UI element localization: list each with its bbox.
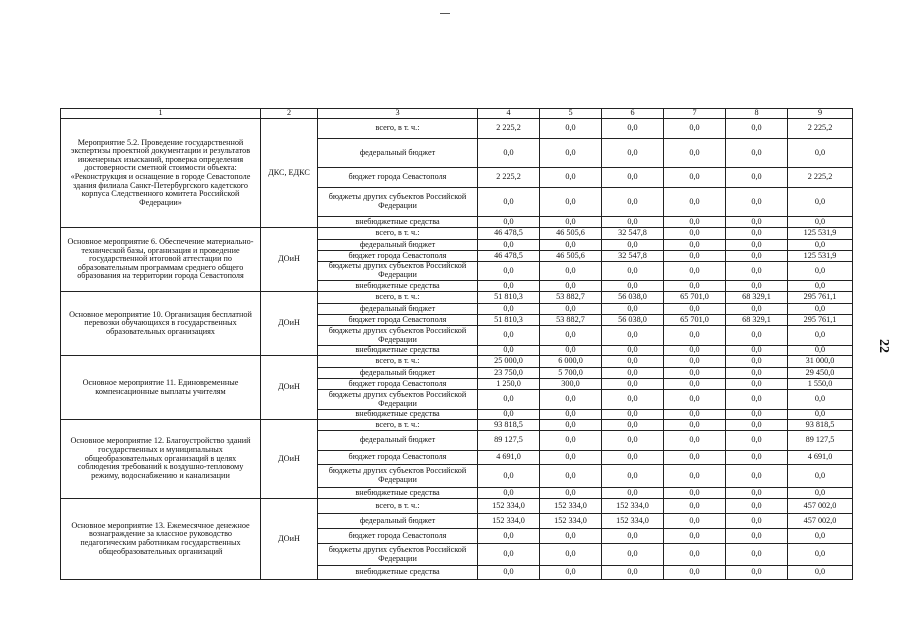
value-cell: 0,0 [540,544,602,566]
value-cell: 0,0 [540,431,602,451]
value-cell: 5 700,0 [540,368,602,379]
value-cell: 0,0 [602,488,664,499]
value-cell: 0,0 [602,262,664,281]
value-cell: 0,0 [540,139,602,168]
value-cell: 0,0 [478,566,540,580]
funding-source: всего, в т. ч.: [318,356,478,368]
table-row [61,499,853,514]
value-cell: 0,0 [602,529,664,544]
value-cell: 0,0 [478,304,540,315]
value-cell: 46 478,5 [478,228,540,240]
value-cell: 0,0 [664,499,726,514]
value-cell: 0,0 [726,566,788,580]
value-cell: 0,0 [602,304,664,315]
value-cell: 0,0 [664,240,726,251]
value-cell: 152 334,0 [602,514,664,529]
value-cell: 0,0 [788,346,853,356]
value-cell: 0,0 [788,390,853,410]
value-cell: 93 818,5 [788,420,853,431]
value-cell: 0,0 [540,262,602,281]
value-cell: 0,0 [664,188,726,217]
value-cell: 0,0 [664,514,726,529]
value-cell: 32 547,8 [602,251,664,262]
value-cell: 0,0 [540,304,602,315]
value-cell: 68 329,1 [726,315,788,326]
funding-source: федеральный бюджет [318,431,478,451]
funding-source: бюджеты других субъектов Российской Федерации [318,188,478,217]
value-cell: 51 810,3 [478,292,540,304]
value-cell: 0,0 [602,379,664,390]
value-cell: 0,0 [478,488,540,499]
value-cell: 65 701,0 [664,315,726,326]
value-cell: 2 225,2 [478,168,540,188]
value-cell: 56 038,0 [602,292,664,304]
value-cell: 0,0 [540,240,602,251]
funding-source: всего, в т. ч.: [318,292,478,304]
funding-source: внебюджетные средства [318,281,478,292]
value-cell: 0,0 [664,410,726,420]
value-cell: 300,0 [540,379,602,390]
funding-source: федеральный бюджет [318,240,478,251]
funding-source: бюджеты других субъектов Российской Федерации [318,326,478,346]
funding-source: бюджет города Севастополя [318,451,478,465]
value-cell: 152 334,0 [478,514,540,529]
funding-source: федеральный бюджет [318,368,478,379]
value-cell: 0,0 [540,420,602,431]
value-cell: 0,0 [540,217,602,228]
value-cell: 0,0 [602,390,664,410]
value-cell: 0,0 [664,217,726,228]
value-cell: 0,0 [788,139,853,168]
value-cell: 0,0 [478,281,540,292]
value-cell: 0,0 [788,410,853,420]
value-cell: 2 225,2 [788,119,853,139]
value-cell: 93 818,5 [478,420,540,431]
value-cell: 0,0 [664,346,726,356]
value-cell: 46 478,5 [478,251,540,262]
value-cell: 0,0 [664,251,726,262]
value-cell: 0,0 [540,188,602,217]
value-cell: 0,0 [664,304,726,315]
value-cell: 125 531,9 [788,228,853,240]
value-cell: 0,0 [726,544,788,566]
table-row [61,356,853,368]
value-cell: 0,0 [664,281,726,292]
value-cell: 0,0 [726,431,788,451]
funding-source: внебюджетные средства [318,410,478,420]
value-cell: 0,0 [726,188,788,217]
value-cell: 0,0 [540,488,602,499]
value-cell: 25 000,0 [478,356,540,368]
value-cell: 0,0 [540,465,602,488]
value-cell: 0,0 [602,451,664,465]
value-cell: 0,0 [478,262,540,281]
value-cell: 0,0 [478,217,540,228]
value-cell: 0,0 [726,410,788,420]
value-cell: 0,0 [726,514,788,529]
value-cell: 0,0 [478,410,540,420]
value-cell: 0,0 [788,188,853,217]
executor: ДОиН [261,356,318,420]
executor: ДОиН [261,292,318,356]
value-cell: 0,0 [788,529,853,544]
value-cell: 29 450,0 [788,368,853,379]
value-cell: 6 000,0 [540,356,602,368]
value-cell: 0,0 [726,379,788,390]
header-cell: 8 [726,109,788,119]
header-cell: 3 [318,109,478,119]
value-cell: 0,0 [540,346,602,356]
value-cell: 0,0 [478,529,540,544]
value-cell: 0,0 [478,240,540,251]
value-cell: 0,0 [726,356,788,368]
value-cell: 295 761,1 [788,292,853,304]
value-cell: 0,0 [788,326,853,346]
funding-source: внебюджетные средства [318,488,478,499]
value-cell: 0,0 [478,346,540,356]
value-cell: 0,0 [726,390,788,410]
table-row [61,292,853,304]
value-cell: 0,0 [602,281,664,292]
value-cell: 0,0 [478,544,540,566]
value-cell: 4 691,0 [788,451,853,465]
value-cell: 0,0 [726,262,788,281]
value-cell: 0,0 [478,465,540,488]
value-cell: 0,0 [726,119,788,139]
value-cell: 0,0 [602,566,664,580]
activity-name: Основное мероприятие 12. Благоустройство зданий государственных и муниципальных общеобразовательных организаций в целях соблюдения требований к воздушно-тепловому режиму, водоснабжению и канализации [61,420,261,499]
header-cell: 4 [478,109,540,119]
table-row [61,228,853,240]
header-cell: 5 [540,109,602,119]
executor: ДОиН [261,420,318,499]
value-cell: 152 334,0 [602,499,664,514]
value-cell: 0,0 [602,240,664,251]
funding-source: внебюджетные средства [318,217,478,228]
value-cell: 0,0 [664,488,726,499]
value-cell: 0,0 [602,217,664,228]
page-number: 22 [876,339,891,353]
value-cell: 0,0 [602,326,664,346]
value-cell: 0,0 [726,499,788,514]
value-cell: 51 810,3 [478,315,540,326]
value-cell: 0,0 [726,240,788,251]
header-cell: 1 [61,109,261,119]
value-cell: 457 002,0 [788,499,853,514]
value-cell: 0,0 [726,488,788,499]
activity-name: Мероприятие 5.2. Проведение государственной экспертизы проектной документации и результатов инженерных изысканий, проверка определения достоверности сметной стоимости объекта: «Реконструкция и оснащение в городе Севастополе здания филиала Санкт-Петербургского кадетского корпуса Следственного комитета Российской Федерации» [61,119,261,228]
value-cell: 0,0 [664,566,726,580]
value-cell: 0,0 [726,368,788,379]
table-row [61,420,853,431]
value-cell: 0,0 [788,465,853,488]
funding-source: всего, в т. ч.: [318,119,478,139]
value-cell: 2 225,2 [478,119,540,139]
value-cell: 53 882,7 [540,292,602,304]
funding-source: всего, в т. ч.: [318,228,478,240]
value-cell: 152 334,0 [540,514,602,529]
value-cell: 46 505,6 [540,228,602,240]
value-cell: 0,0 [726,217,788,228]
activity-name: Основное мероприятие 13. Ежемесячное денежное вознаграждение за классное руководство педагогическим работникам государственных общеобразовательных организаций [61,499,261,580]
value-cell: 0,0 [602,188,664,217]
value-cell: 0,0 [540,390,602,410]
value-cell: 0,0 [726,465,788,488]
value-cell: 0,0 [788,488,853,499]
value-cell: 0,0 [788,262,853,281]
value-cell: 152 334,0 [540,499,602,514]
value-cell: 0,0 [540,119,602,139]
value-cell: 0,0 [602,420,664,431]
funding-source: всего, в т. ч.: [318,499,478,514]
executor: ДОиН [261,499,318,580]
funding-source: бюджет города Севастополя [318,315,478,326]
value-cell: 0,0 [478,139,540,168]
value-cell: 1 550,0 [788,379,853,390]
value-cell: 0,0 [726,326,788,346]
value-cell: 0,0 [788,566,853,580]
header-cell: 6 [602,109,664,119]
funding-source: бюджеты других субъектов Российской Федерации [318,262,478,281]
value-cell: 32 547,8 [602,228,664,240]
value-cell: 53 882,7 [540,315,602,326]
top-dash [440,13,450,14]
value-cell: 89 127,5 [478,431,540,451]
value-cell: 0,0 [478,188,540,217]
funding-source: бюджет города Севастополя [318,379,478,390]
value-cell: 46 505,6 [540,251,602,262]
funding-source: бюджеты других субъектов Российской Федерации [318,390,478,410]
value-cell: 68 329,1 [726,292,788,304]
header-row [61,109,853,119]
value-cell: 0,0 [726,346,788,356]
value-cell: 0,0 [602,431,664,451]
value-cell: 0,0 [726,281,788,292]
value-cell: 89 127,5 [788,431,853,451]
value-cell: 0,0 [664,390,726,410]
value-cell: 295 761,1 [788,315,853,326]
value-cell: 0,0 [788,281,853,292]
value-cell: 0,0 [664,262,726,281]
value-cell: 0,0 [478,326,540,346]
value-cell: 0,0 [726,228,788,240]
value-cell: 0,0 [602,119,664,139]
value-cell: 0,0 [602,368,664,379]
activity-name: Основное мероприятие 10. Организация бесплатной перевозки обучающихся в государственных образовательных организациях [61,292,261,356]
value-cell: 0,0 [664,228,726,240]
value-cell: 0,0 [788,217,853,228]
value-cell: 0,0 [664,119,726,139]
financing-table [60,108,853,580]
value-cell: 0,0 [602,346,664,356]
value-cell: 0,0 [726,139,788,168]
value-cell: 0,0 [664,529,726,544]
funding-source: бюджет города Севастополя [318,251,478,262]
value-cell: 0,0 [664,368,726,379]
value-cell: 0,0 [602,139,664,168]
value-cell: 0,0 [788,240,853,251]
value-cell: 0,0 [664,544,726,566]
funding-source: федеральный бюджет [318,139,478,168]
funding-source: бюджеты других субъектов Российской Федерации [318,465,478,488]
value-cell: 0,0 [664,379,726,390]
value-cell: 0,0 [788,544,853,566]
value-cell: 31 000,0 [788,356,853,368]
value-cell: 0,0 [664,139,726,168]
funding-source: федеральный бюджет [318,514,478,529]
value-cell: 0,0 [726,529,788,544]
activity-name: Основное мероприятие 6. Обеспечение материально-технической базы, организация и проведение государственной итоговой аттестации по образовательным программам среднего общего образования на территории города Севастополя [61,228,261,292]
value-cell: 0,0 [726,168,788,188]
header-cell: 2 [261,109,318,119]
value-cell: 0,0 [540,529,602,544]
value-cell: 0,0 [602,168,664,188]
value-cell: 125 531,9 [788,251,853,262]
value-cell: 0,0 [540,410,602,420]
value-cell: 0,0 [664,326,726,346]
funding-source: внебюджетные средства [318,566,478,580]
value-cell: 0,0 [726,420,788,431]
executor: ДКС, ЕДКС [261,119,318,228]
value-cell: 65 701,0 [664,292,726,304]
value-cell: 23 750,0 [478,368,540,379]
value-cell: 0,0 [726,451,788,465]
value-cell: 0,0 [540,168,602,188]
value-cell: 152 334,0 [478,499,540,514]
value-cell: 0,0 [540,326,602,346]
table-row [61,119,853,139]
value-cell: 0,0 [540,451,602,465]
header-cell: 7 [664,109,726,119]
value-cell: 2 225,2 [788,168,853,188]
value-cell: 0,0 [602,465,664,488]
funding-source: всего, в т. ч.: [318,420,478,431]
value-cell: 0,0 [664,168,726,188]
value-cell: 0,0 [664,420,726,431]
value-cell: 0,0 [540,566,602,580]
value-cell: 457 002,0 [788,514,853,529]
value-cell: 0,0 [726,251,788,262]
value-cell: 0,0 [602,356,664,368]
value-cell: 0,0 [664,465,726,488]
value-cell: 0,0 [478,390,540,410]
funding-source: бюджет города Севастополя [318,168,478,188]
value-cell: 1 250,0 [478,379,540,390]
value-cell: 4 691,0 [478,451,540,465]
header-cell: 9 [788,109,853,119]
value-cell: 56 038,0 [602,315,664,326]
funding-source: бюджеты других субъектов Российской Федерации [318,544,478,566]
value-cell: 0,0 [540,281,602,292]
funding-source: внебюджетные средства [318,346,478,356]
activity-name: Основное мероприятие 11. Единовременные компенсационные выплаты учителям [61,356,261,420]
executor: ДОиН [261,228,318,292]
value-cell: 0,0 [726,304,788,315]
funding-source: федеральный бюджет [318,304,478,315]
value-cell: 0,0 [602,544,664,566]
value-cell: 0,0 [664,451,726,465]
value-cell: 0,0 [664,431,726,451]
value-cell: 0,0 [664,356,726,368]
value-cell: 0,0 [602,410,664,420]
value-cell: 0,0 [788,304,853,315]
funding-source: бюджет города Севастополя [318,529,478,544]
